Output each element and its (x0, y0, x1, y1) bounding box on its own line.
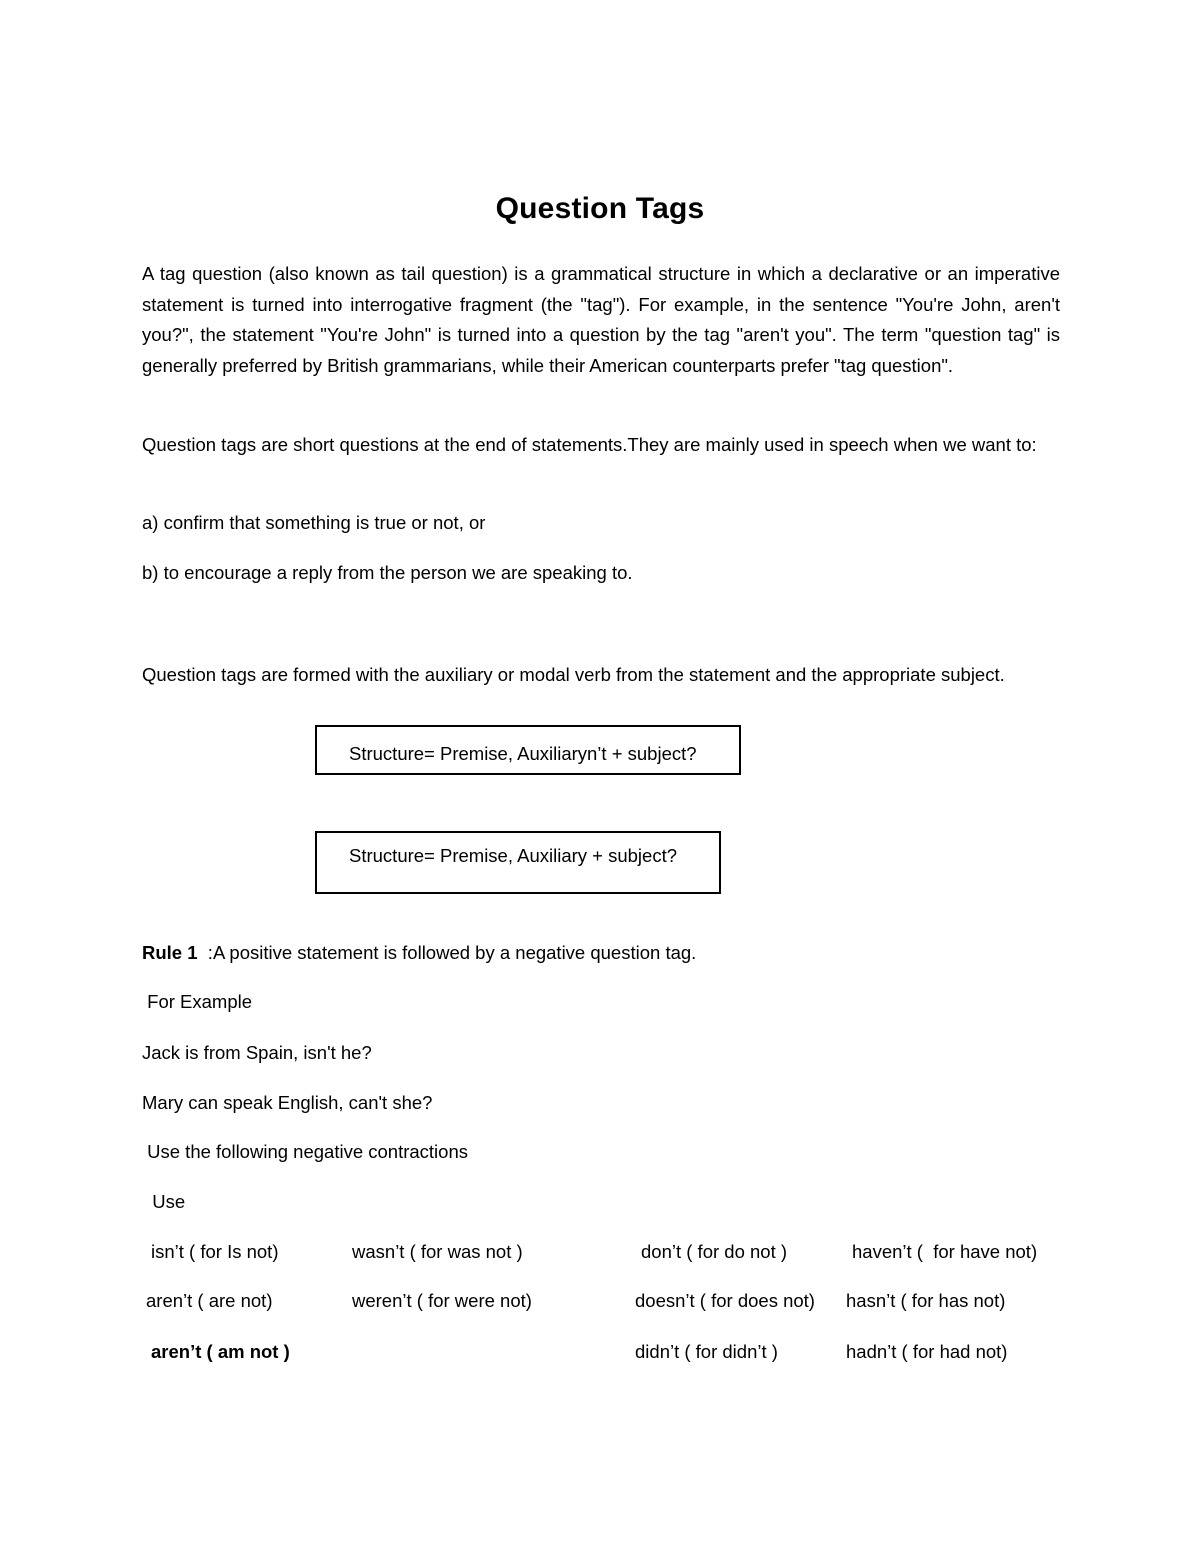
contraction-item: doesn’t ( for does not) (635, 1290, 815, 1311)
example-2: Mary can speak English, can't she? (142, 1092, 433, 1113)
structure-positive-text: Structure= Premise, Auxiliary + subject? (349, 845, 678, 866)
contraction-item: aren’t ( am not ) (151, 1341, 290, 1362)
contraction-item: wasn’t ( for was not ) (352, 1241, 523, 1262)
use-following-label: Use the following negative contractions (142, 1141, 468, 1162)
formation-paragraph: Question tags are formed with the auxiliary or modal verb from the statement and the appropriate subject. (142, 664, 1005, 685)
rule-1-label: Rule 1 (142, 942, 198, 963)
contraction-item: weren’t ( for were not) (352, 1290, 532, 1311)
rule-1-text: :A positive statement is followed by a negative question tag. (197, 942, 697, 963)
point-b: b) to encourage a reply from the person we are speaking to. (142, 562, 633, 583)
usage-paragraph: Question tags are short questions at the end of statements.They are mainly used in speech when we want to: (142, 434, 1037, 455)
use-label: Use (142, 1191, 186, 1212)
rule-1 (142, 942, 696, 964)
structure-negative-box (315, 725, 741, 775)
page-title: Question Tags (495, 192, 705, 225)
for-example-label: For Example (142, 991, 253, 1012)
contraction-item: didn’t ( for didn’t ) (635, 1341, 778, 1362)
structure-negative-text: Structure= Premise, Auxiliaryn’t + subject? (349, 743, 697, 764)
contraction-item: aren’t ( are not) (146, 1290, 273, 1311)
structure-positive-box (315, 831, 721, 894)
contraction-item: don’t ( for do not ) (641, 1241, 788, 1262)
contraction-item: haven’t ( for have not) (852, 1241, 1038, 1262)
point-a: a) confirm that something is true or not, or (142, 512, 486, 533)
example-1: Jack is from Spain, isn't he? (142, 1042, 372, 1063)
contraction-item: isn’t ( for Is not) (151, 1241, 279, 1262)
contraction-item: hasn’t ( for has not) (846, 1290, 1006, 1311)
contraction-item: hadn’t ( for had not) (846, 1341, 1008, 1362)
intro-paragraph: A tag question (also known as tail question) is a grammatical structure in which a declarative or an imperative statement is turned into interrogative fragment (the "tag"). For example, in the sentence "You're John, aren't you?", the statement "You're John" is turned into a question by the tag "aren't you". The term "question tag" is generally preferred by British grammarians, while their American counterparts prefer "tag question". (142, 263, 1060, 376)
